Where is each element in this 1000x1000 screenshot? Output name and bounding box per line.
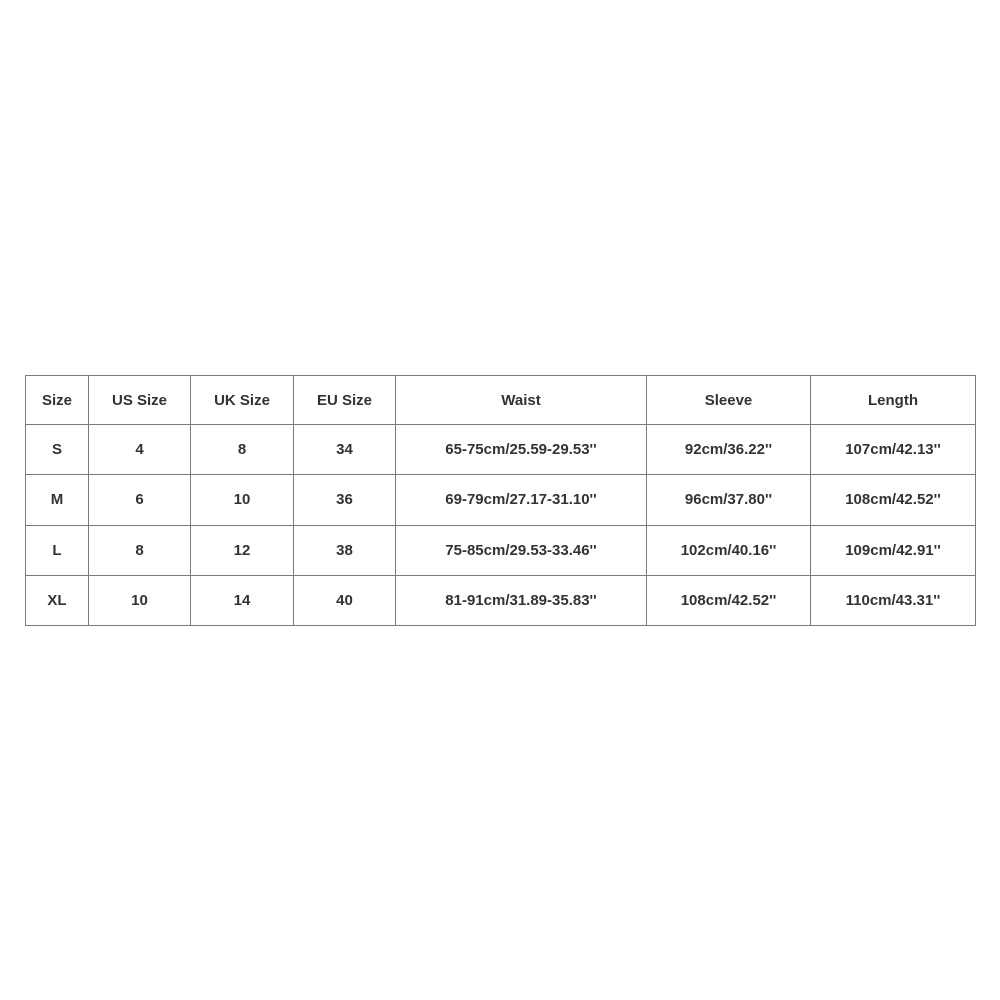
cell-size: M — [26, 475, 89, 525]
cell-us-size: 10 — [89, 575, 191, 625]
cell-length: 108cm/42.52'' — [811, 475, 976, 525]
cell-length: 110cm/43.31'' — [811, 575, 976, 625]
cell-uk-size: 12 — [191, 525, 294, 575]
cell-waist: 81-91cm/31.89-35.83'' — [396, 575, 647, 625]
cell-us-size: 8 — [89, 525, 191, 575]
size-chart-table — [25, 375, 976, 626]
cell-size: L — [26, 525, 89, 575]
table-header-row — [26, 376, 976, 425]
cell-sleeve: 96cm/37.80'' — [647, 475, 811, 525]
cell-length: 107cm/42.13'' — [811, 425, 976, 475]
cell-sleeve: 92cm/36.22'' — [647, 425, 811, 475]
header-sleeve: Sleeve — [647, 376, 811, 425]
cell-size: XL — [26, 575, 89, 625]
cell-length: 109cm/42.91'' — [811, 525, 976, 575]
cell-eu-size: 38 — [294, 525, 396, 575]
header-eu-size: EU Size — [294, 376, 396, 425]
table-row — [26, 475, 976, 525]
header-length: Length — [811, 376, 976, 425]
header-size: Size — [26, 376, 89, 425]
cell-us-size: 4 — [89, 425, 191, 475]
cell-waist: 75-85cm/29.53-33.46'' — [396, 525, 647, 575]
cell-uk-size: 8 — [191, 425, 294, 475]
cell-size: S — [26, 425, 89, 475]
cell-sleeve: 102cm/40.16'' — [647, 525, 811, 575]
header-uk-size: UK Size — [191, 376, 294, 425]
cell-eu-size: 34 — [294, 425, 396, 475]
table-row — [26, 575, 976, 625]
cell-sleeve: 108cm/42.52'' — [647, 575, 811, 625]
cell-us-size: 6 — [89, 475, 191, 525]
cell-eu-size: 40 — [294, 575, 396, 625]
cell-eu-size: 36 — [294, 475, 396, 525]
table-row — [26, 525, 976, 575]
cell-uk-size: 10 — [191, 475, 294, 525]
cell-waist: 69-79cm/27.17-31.10'' — [396, 475, 647, 525]
cell-uk-size: 14 — [191, 575, 294, 625]
cell-waist: 65-75cm/25.59-29.53'' — [396, 425, 647, 475]
header-us-size: US Size — [89, 376, 191, 425]
header-waist: Waist — [396, 376, 647, 425]
table-row — [26, 425, 976, 475]
